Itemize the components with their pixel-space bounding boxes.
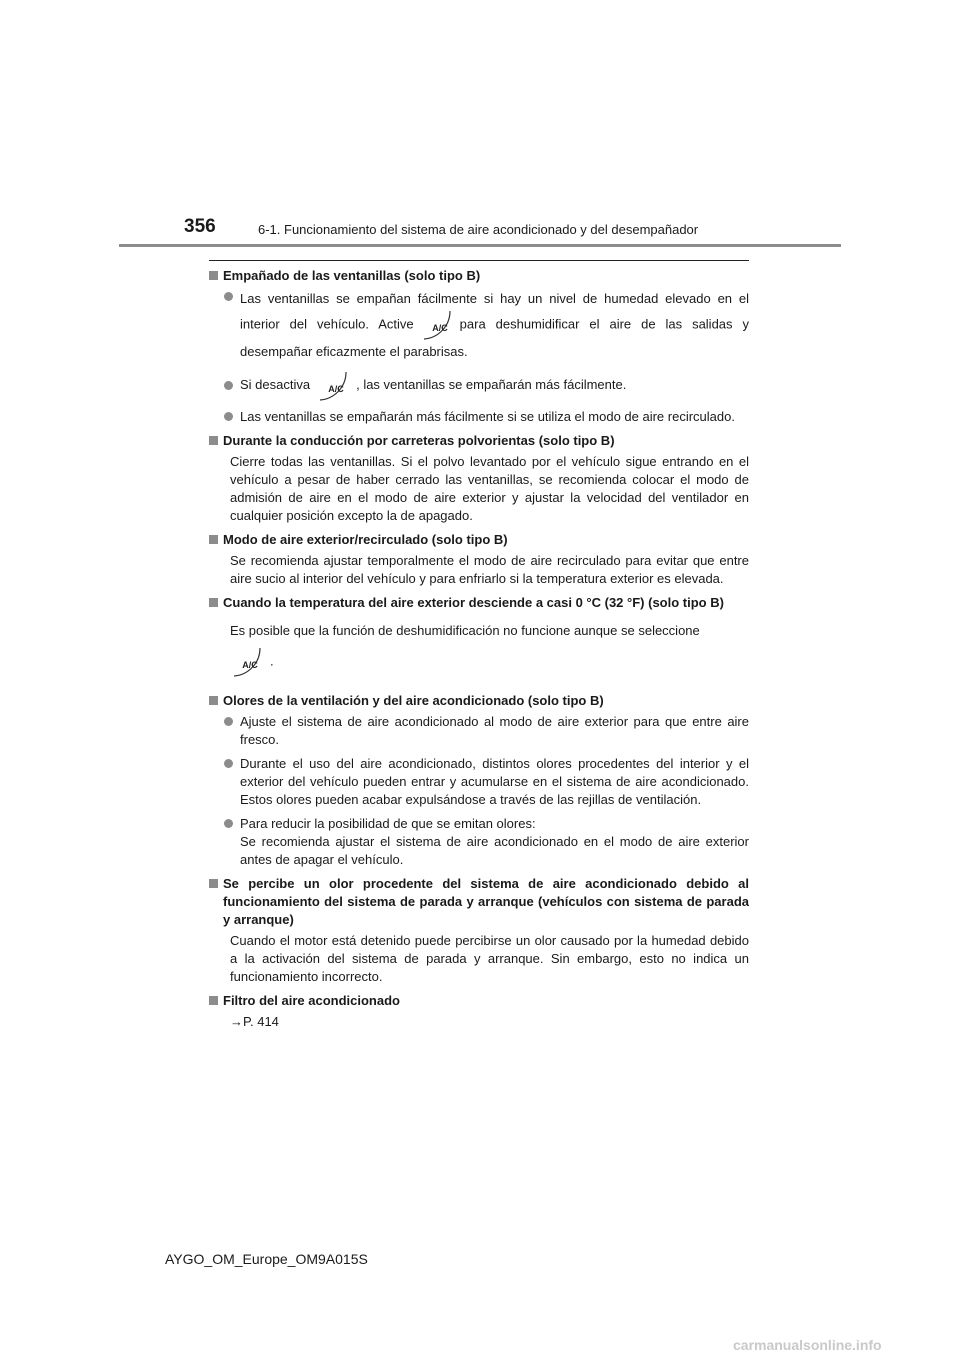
list-item: Las ventanillas se empañarán más fácilmente si se utiliza el modo de aire recirculado.: [209, 408, 749, 426]
section-body: Es posible que la función de deshumidificación no funcione aunque se seleccione: [230, 623, 700, 638]
page-number: 356: [184, 216, 216, 237]
ac-inline-line: A/C .: [209, 646, 749, 682]
chapter-title: 6-1. Funcionamiento del sistema de aire acondicionado y del desempañador: [258, 222, 699, 237]
header-divider: [119, 244, 841, 247]
svg-text:A/C: A/C: [431, 323, 448, 333]
ac-button-icon: [420, 309, 454, 341]
document-id: AYGO_OM_Europe_OM9A015S: [165, 1251, 368, 1267]
section-ac-filter: [209, 992, 749, 1031]
page-reference-link[interactable]: →P. 414: [230, 1014, 279, 1029]
square-bullet-icon: [209, 696, 218, 705]
list-item: Ajuste el sistema de aire acondicionado al modo de aire exterior para que entre aire fresco.: [209, 713, 749, 749]
circle-bullet-icon: [224, 759, 233, 768]
ac-button-icon: [230, 646, 264, 678]
section-low-temperature: [209, 594, 749, 682]
section-dusty-roads: [209, 432, 749, 525]
section-title: Se percibe un olor procedente del sistema de aire acondicionado debido al funcionamiento del sistema de parada y arranque (vehículos con sistema de parada y arranque): [209, 875, 749, 929]
section-body: Cierre todas las ventanillas. Si el polvo levantado por el vehículo sigue entrando en el vehículo a pesar de haber cerrado las ventanillas, se recomienda colocar el modo de admisión de aire en el modo de aire exterior y ajustar la velocidad del ventilador en cualquier posición excepto la de apagado.: [230, 454, 749, 523]
list-item: Durante el uso del aire acondicionado, distintos olores procedentes del interior y el exterior del vehículo pueden entrar y acumularse en el sistema de aire acondicionado. Estos olores pueden acabar expulsándose a través de las rejillas de ventilación.: [209, 755, 749, 809]
section-title: Empañado de las ventanillas (solo tipo B): [209, 267, 749, 285]
section-title: Cuando la temperatura del aire exterior desciende a casi 0 °C (32 °F) (solo tipo B): [209, 594, 749, 612]
circle-bullet-icon: [224, 717, 233, 726]
section-odors: [209, 692, 749, 869]
circle-bullet-icon: [224, 381, 233, 390]
content-divider: [209, 260, 749, 261]
svg-text:A/C: A/C: [328, 383, 344, 394]
square-bullet-icon: [209, 271, 218, 280]
square-bullet-icon: [209, 879, 218, 888]
list-item: Las ventanillas se empañan fácilmente si hay un nivel de humedad elevado en el interior del vehículo. Active A/C para deshumidificar el aire de las salidas y desempañar eficazmente el parabrisas.: [209, 288, 749, 362]
watermark: carmanualsonline.info: [733, 1337, 882, 1353]
section-body: Se recomienda ajustar temporalmente el modo de aire recirculado para evitar que entre aire sucio al interior del vehículo y para enfriarlo si la temperatura exterior es elevada.: [230, 553, 749, 586]
section-title: Modo de aire exterior/recirculado (solo tipo B): [209, 531, 749, 549]
square-bullet-icon: [209, 996, 218, 1005]
page-content: [209, 264, 749, 1031]
circle-bullet-icon: [224, 292, 233, 301]
circle-bullet-icon: [224, 412, 233, 421]
section-title: Olores de la ventilación y del aire acondicionado (solo tipo B): [209, 692, 749, 710]
circle-bullet-icon: [224, 819, 233, 828]
section-stop-start-odor: [209, 875, 749, 986]
section-air-mode: [209, 531, 749, 588]
square-bullet-icon: [209, 535, 218, 544]
section-body: Cuando el motor está detenido puede percibirse un olor causado por la humedad debido a la activación del sistema de parada y arranque. Sin embargo, esto no indica un funcionamiento incorrecto.: [230, 933, 749, 984]
list-item: Si desactiva A/C , las ventanillas se empañarán más fácilmente.: [209, 368, 749, 402]
section-title: Durante la conducción por carreteras polvorientas (solo tipo B): [209, 432, 749, 450]
square-bullet-icon: [209, 598, 218, 607]
list-item: Para reducir la posibilidad de que se emitan olores: Se recomienda ajustar el sistema de aire acondicionado en el modo de aire exterior antes de apagar el vehículo.: [209, 815, 749, 869]
ac-button-icon: [316, 370, 350, 402]
section-title: Filtro del aire acondicionado: [209, 992, 749, 1010]
svg-text:A/C: A/C: [242, 660, 258, 670]
square-bullet-icon: [209, 436, 218, 445]
section-window-fogging: [209, 267, 749, 426]
